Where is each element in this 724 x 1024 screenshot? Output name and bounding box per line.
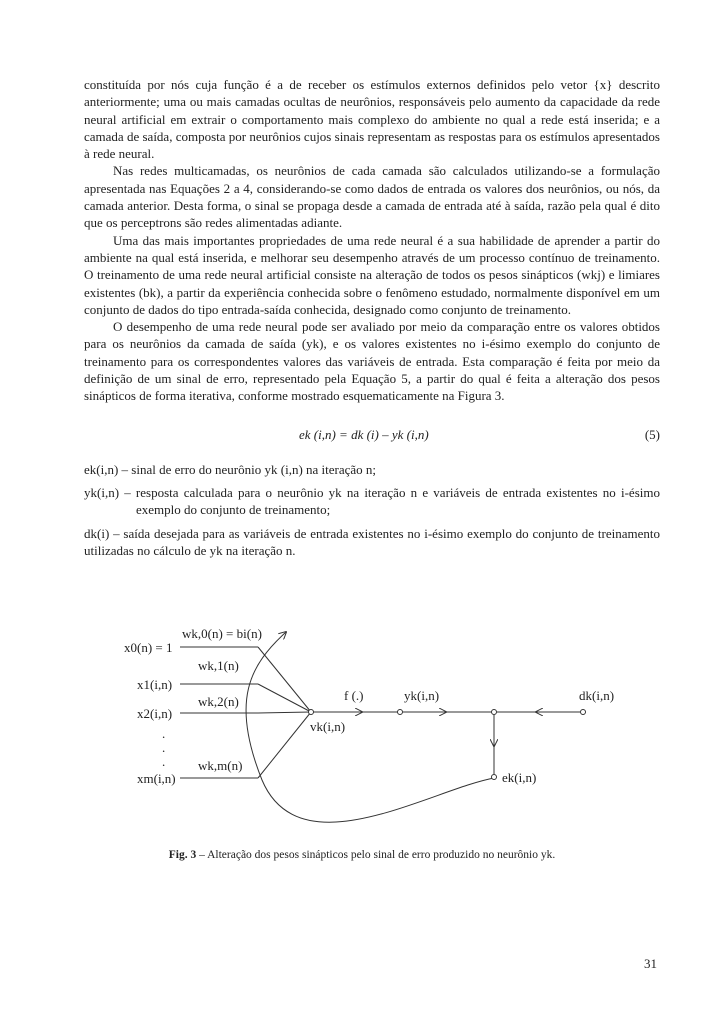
paragraph-1: constituída por nós cuja função é a de receber os estímulos externos definidos pelo vetor {x} descrito anteriormente; uma ou mais camadas ocultas de neurônios, responsáveis pelo aumento da capacidade da rede neural artificial em extrair o comportamento mais complexo do ambiente no qual a rede está inserida; e a camada de saída, composta por neurônios cujos sinais representam as respostas para os estímulos apresentados à rede neural. [84, 77, 660, 162]
definition-response: yk(i,n) – resposta calculada para o neurônio yk na iteração n e variáveis de entrada existentes no i-ésimo exemplo do conjunto de treinamento; [84, 484, 660, 518]
label-x1: x1(i,n) [137, 677, 173, 692]
error-node [492, 775, 497, 780]
label-v: vk(i,n) [310, 719, 346, 734]
label-x0: x0(n) = 1 [124, 640, 173, 655]
label-dot-3: . [162, 754, 166, 769]
label-d: dk(i,n) [579, 688, 615, 703]
label-w1: wk,1(n) [198, 658, 239, 673]
label-dot-1: . [162, 726, 166, 741]
page-number: 31 [644, 956, 657, 971]
split-node [492, 710, 497, 715]
weight-line-wm [258, 712, 311, 778]
equation-number: (5) [644, 426, 660, 442]
paragraph-4: O desempenho de uma rede neural pode ser avaliado por meio da comparação entre os valores obtidos para os neurônios da camada de saída (yk), e os valores existentes no i-ésimo exemplo do conjunto de treinamento para os correspondentes valores das variáveis de entrada. Esta comparação é feita por meio da definição de um sinal de erro, representado pela Equação 5, a partir do qual é feita a alteração dos pesos sinápticos de forma iterativa, conforme mostrado esquematicamente na Figura 3. [84, 319, 660, 404]
weight-line-w1 [258, 684, 311, 712]
paragraph-3: Uma das mais importantes propriedades de uma rede neural é a sua habilidade de aprender a partir do ambiente na qual está inserida, e melhorar seu desempenho através de um processo contínuo de treinamento. O treinamento de uma rede neural artificial consiste na alteração de todos os pesos sinápticos (wkj) e limiares existentes (bk), a partir da experiência conhecida sobre o fenômeno estudado, normalmente disponível em um conjunto de dados do tipo entrada-saída conhecida, designado como conjunto de treinamento. [84, 232, 660, 317]
label-w2: wk,2(n) [198, 694, 239, 709]
feedback-curve [246, 632, 494, 822]
figure-caption-label: Fig. 3 [168, 849, 197, 861]
label-x2: x2(i,n) [137, 706, 173, 721]
summing-node [309, 710, 314, 715]
weight-line-w0 [258, 647, 311, 712]
label-xm: xm(i,n) [137, 771, 176, 786]
weight-line-w2 [258, 712, 311, 713]
equation-body: ek (i,n) = dk (i) – yk (i,n) [299, 426, 429, 442]
target-node [581, 710, 586, 715]
label-f: f (.) [344, 688, 364, 703]
definition-desired-output: dk(i) – saída desejada para as variáveis de entrada existentes no i-ésimo exemplo do conjunto de treinamento utilizadas no cálculo de yk na iteração n. [84, 525, 660, 558]
label-y: yk(i,n) [404, 688, 440, 703]
activation-node [398, 710, 403, 715]
label-wm: wk,m(n) [198, 758, 243, 773]
paragraph-2: Nas redes multicamadas, os neurônios de cada camada são calculados utilizando-se a formulação apresentada nas Equações 2 a 4, considerando-se como dados de entrada os valores dos neurônios, ou nós, da camada anterior. Desta forma, o sinal se propaga desde a camada de entrada até à saída, razão pela qual é dito que os perceptrons são redes alimentadas adiante. [84, 163, 660, 231]
label-dot-2: . [162, 740, 166, 755]
definition-error-signal: ek(i,n) – sinal de erro do neurônio yk (i,n) na iteração n; [84, 461, 377, 477]
label-e: ek(i,n) [502, 770, 537, 785]
figure-caption [0, 849, 724, 861]
label-w0: wk,0(n) = bi(n) [182, 626, 262, 641]
figure-caption-text: – Alteração dos pesos sinápticos pelo sinal de erro produzido no neurônio yk. [196, 849, 556, 861]
